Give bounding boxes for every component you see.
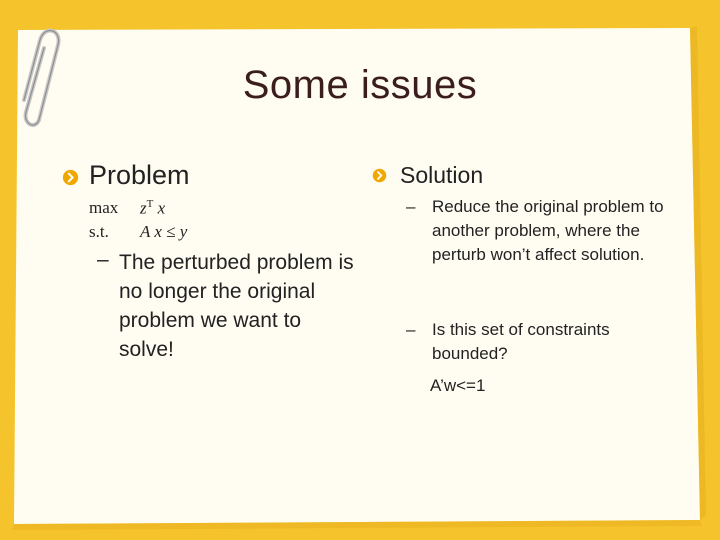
- solution-heading: Solution: [400, 162, 484, 188]
- chevron-circle-right-icon: [372, 168, 387, 183]
- math-z: z: [140, 198, 147, 218]
- math-st-label: s.t.: [89, 222, 109, 241]
- math-max-label: max: [89, 198, 119, 217]
- math-transpose: T: [146, 198, 154, 210]
- math-objective: [140, 198, 165, 219]
- right-sub-dash-2: –: [406, 320, 416, 339]
- math-x: x: [157, 198, 166, 218]
- right-sub-dash-1: –: [406, 197, 416, 216]
- left-sub-dash: –: [97, 248, 109, 271]
- slide-title: Some issues: [242, 63, 478, 107]
- right-sub-bullet-1: Reduce the original problem to another problem, where the perturb won’t affect solution.: [432, 197, 664, 264]
- right-extra-line: A’w<=1: [430, 376, 486, 395]
- left-sub-bullet: The perturbed problem is no longer the original problem we want to solve!: [119, 251, 354, 361]
- chevron-circle-right-icon: [62, 169, 79, 186]
- math-constraint: A x ≤ y: [140, 222, 188, 241]
- right-sub-bullet-2: Is this set of constraints bounded?: [432, 320, 610, 363]
- problem-heading: Problem: [89, 160, 190, 190]
